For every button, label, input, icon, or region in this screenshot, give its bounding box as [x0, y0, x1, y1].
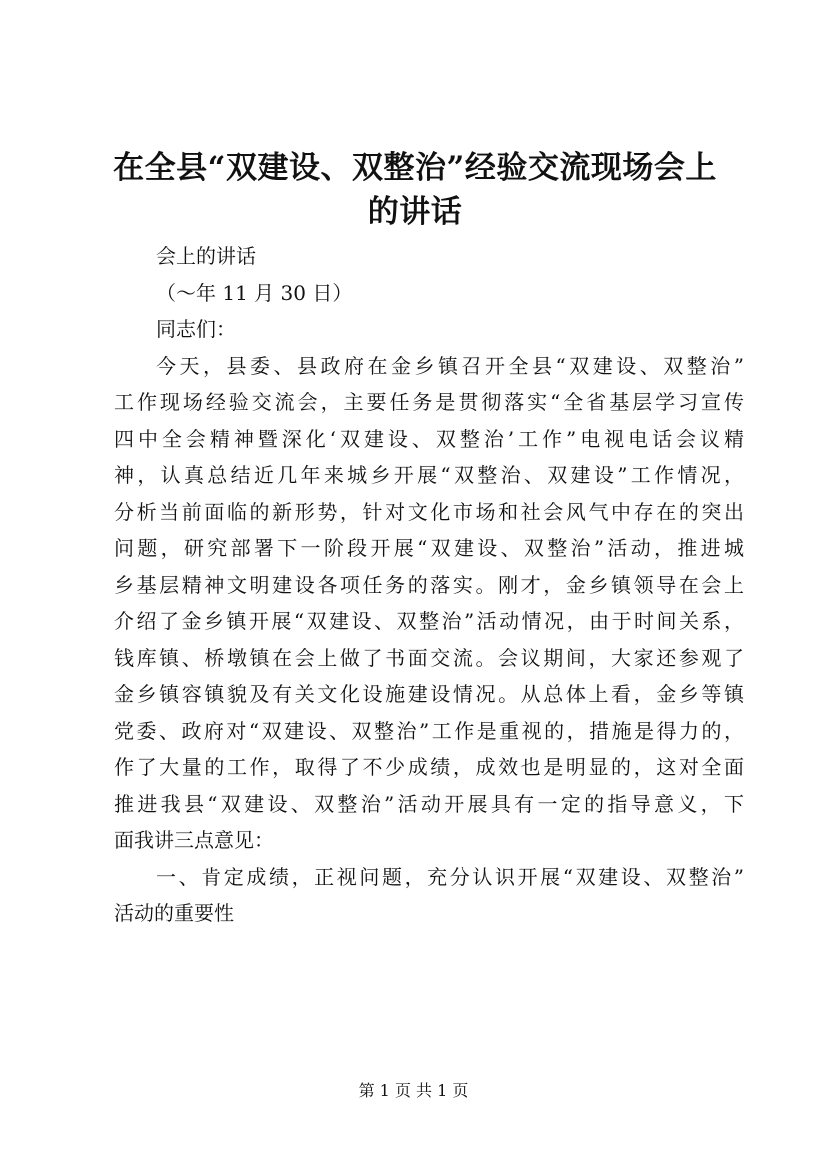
section-heading-line: 活动的重要性: [114, 901, 234, 925]
paragraph-line: 四中全会精神暨深化‘双建设、双整治’工作”电视电话会议精: [114, 426, 744, 451]
paragraph-line: 工作现场经验交流会，主要任务是贯彻落实“全省基层学习宣传: [114, 390, 744, 414]
subtitle: 会上的讲话: [156, 244, 256, 268]
paragraph-line: 神，认真总结近几年来城乡开展“双整治、双建设”工作情况，: [114, 463, 744, 487]
title-line-2: 的讲话: [367, 194, 463, 230]
paragraph-line: 乡基层精神文明建设各项任务的落实。刚才，金乡镇领导在会上: [114, 572, 744, 597]
document-title: [100, 146, 730, 234]
paragraph-line: 今天，县委、县政府在金乡镇召开全县“双建设、双整治”: [156, 353, 744, 378]
paragraph-line: 推进我县“双建设、双整治”活动开展具有一定的指导意义，下: [114, 791, 744, 816]
document-body: [114, 238, 744, 932]
paragraph-line: 介绍了金乡镇开展“双建设、双整治”活动情况，由于时间关系，: [114, 609, 744, 633]
title-line-1: 在全县“双建设、双整治”经验交流现场会上: [113, 150, 717, 186]
paragraph-line: 作了大量的工作，取得了不少成绩，成效也是明显的，这对全面: [114, 755, 744, 779]
paragraph-line: 钱库镇、桥墩镇在会上做了书面交流。会议期间，大家还参观了: [114, 645, 744, 670]
date-line: （～年 11 月 30 日）: [156, 280, 353, 305]
paragraph-line: 问题，研究部署下一阶段开展“双建设、双整治”活动，推进城: [114, 536, 744, 560]
paragraph-line: 分析当前面临的新形势，针对文化市场和社会风气中存在的突出: [114, 499, 744, 524]
page-footer: 第 1 页 共 1 页: [358, 1081, 469, 1100]
paragraph-line: 党委、政府对“双建设、双整治”工作是重视的，措施是得力的，: [114, 718, 744, 743]
section-heading-line: 一、肯定成绩，正视问题，充分认识开展“双建设、双整治”: [156, 864, 744, 889]
paragraph-line: 面我讲三点意见：: [114, 828, 274, 852]
paragraph-line: 金乡镇容镇貌及有关文化设施建设情况。从总体上看，金乡等镇: [114, 682, 744, 706]
salutation: 同志们：: [156, 317, 236, 341]
